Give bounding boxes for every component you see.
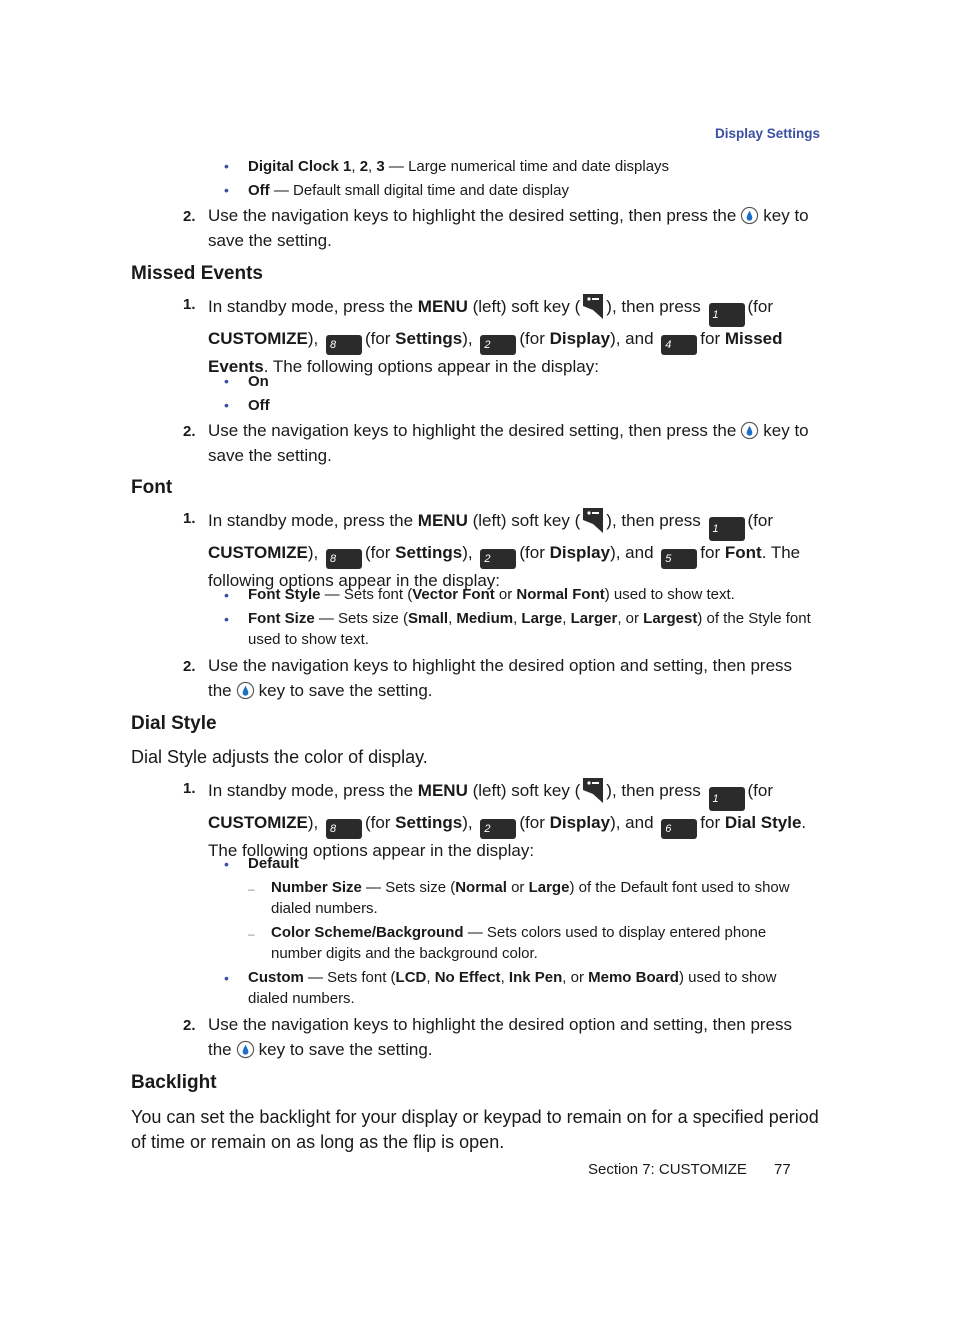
key-1-icon: 1 bbox=[709, 787, 745, 811]
key-1-icon: 1 bbox=[709, 517, 745, 541]
list-item: Font Style — Sets font (Vector Font or Normal Font) used to show text. bbox=[248, 586, 735, 603]
sub-list-item: Number Size — Sets size (Normal or Large) of the Default font used to show dialed numbers. bbox=[271, 879, 790, 917]
key-2-icon: 2 bbox=[480, 819, 516, 839]
key-8-icon: 8 bbox=[326, 335, 362, 355]
section-heading-backlight: Backlight bbox=[131, 1072, 217, 1093]
bullet-marker: • bbox=[224, 587, 229, 603]
list-item: Default bbox=[248, 855, 299, 872]
step-text: Use the navigation keys to highlight the desired setting, then press the key to save the setting. bbox=[208, 206, 809, 250]
ok-key-icon bbox=[236, 1040, 255, 1059]
bullet-marker: • bbox=[224, 158, 229, 174]
key-2-icon: 2 bbox=[480, 549, 516, 569]
section-heading-font: Font bbox=[131, 477, 173, 498]
list-item: Off bbox=[248, 397, 270, 414]
step-number: 1. bbox=[183, 296, 196, 313]
bullet-marker: • bbox=[224, 182, 229, 198]
bullet-marker: • bbox=[224, 397, 229, 413]
step-number: 2. bbox=[183, 658, 196, 675]
running-header: Display Settings bbox=[714, 126, 820, 141]
page-number: 77 bbox=[774, 1161, 791, 1178]
key-6-icon: 6 bbox=[661, 819, 697, 839]
key-4-icon: 4 bbox=[661, 335, 697, 355]
list-item: Font Size — Sets size (Small, Medium, Large, Larger, or Largest) of the Style font used to show text. bbox=[248, 610, 811, 648]
step-text: In standby mode, press the MENU (left) soft key ( ), then press 1 (for CUSTOMIZE), 8 (for Settings), 2 (for Display), and 5 for Font. The following options appear in the display: bbox=[208, 506, 818, 594]
step-text: Use the navigation keys to highlight the desired option and setting, then press the key to save the setting. bbox=[208, 1015, 793, 1059]
list-item: On bbox=[248, 373, 269, 390]
bullet-marker: • bbox=[224, 611, 229, 627]
left-soft-key-icon bbox=[582, 776, 604, 804]
left-soft-key-icon bbox=[582, 506, 604, 534]
key-8-icon: 8 bbox=[326, 819, 362, 839]
dash-marker: – bbox=[248, 882, 255, 896]
step-text: In standby mode, press the MENU (left) soft key ( ), then press 1 (for CUSTOMIZE), 8 (for Settings), 2 (for Display), and 6 for Dial Style. The following options appear in the display: bbox=[208, 776, 818, 864]
key-2-icon: 2 bbox=[480, 335, 516, 355]
ok-key-icon bbox=[740, 206, 759, 225]
key-1-icon: 1 bbox=[709, 303, 745, 327]
ok-key-icon bbox=[740, 421, 759, 440]
step-number: 2. bbox=[183, 208, 196, 225]
sub-list-item: Color Scheme/Background — Sets colors used to display entered phone number digits and the background color. bbox=[271, 924, 767, 962]
section-intro: Dial Style adjusts the color of display. bbox=[131, 747, 428, 767]
step-text: Use the navigation keys to highlight the desired option and setting, then press the key to save the setting. bbox=[208, 656, 793, 700]
step-number: 2. bbox=[183, 423, 196, 440]
ok-key-icon bbox=[236, 681, 255, 700]
dash-marker: – bbox=[248, 927, 255, 941]
backlight-paragraph: You can set the backlight for your display or keypad to remain on for a specified period of time or remain on as long as the flip is open. bbox=[131, 1107, 819, 1152]
list-item: Custom — Sets font (LCD, No Effect, Ink Pen, or Memo Board) used to show dialed numbers. bbox=[248, 969, 777, 1007]
step-text: Use the navigation keys to highlight the desired setting, then press the key to save the setting. bbox=[208, 421, 809, 465]
left-soft-key-icon bbox=[582, 292, 604, 320]
key-8-icon: 8 bbox=[326, 549, 362, 569]
list-item: Digital Clock 1, 2, 3 — Large numerical time and date displays bbox=[248, 158, 670, 175]
bullet-marker: • bbox=[224, 373, 229, 389]
step-number: 2. bbox=[183, 1017, 196, 1034]
section-heading-dial-style: Dial Style bbox=[131, 713, 217, 734]
footer-section: Section 7: CUSTOMIZE bbox=[588, 1161, 747, 1178]
step-number: 1. bbox=[183, 780, 196, 797]
step-text: In standby mode, press the MENU (left) soft key ( ), then press 1 (for CUSTOMIZE), 8 (for Settings), 2 (for Display), and 4 for Missed Events. The following options appear in the display: bbox=[208, 292, 818, 380]
list-item: Off — Default small digital time and date display bbox=[248, 182, 569, 199]
step-number: 1. bbox=[183, 510, 196, 527]
key-5-icon: 5 bbox=[661, 549, 697, 569]
bullet-marker: • bbox=[224, 970, 229, 986]
section-heading-missed-events: Missed Events bbox=[131, 263, 263, 284]
bullet-marker: • bbox=[224, 856, 229, 872]
